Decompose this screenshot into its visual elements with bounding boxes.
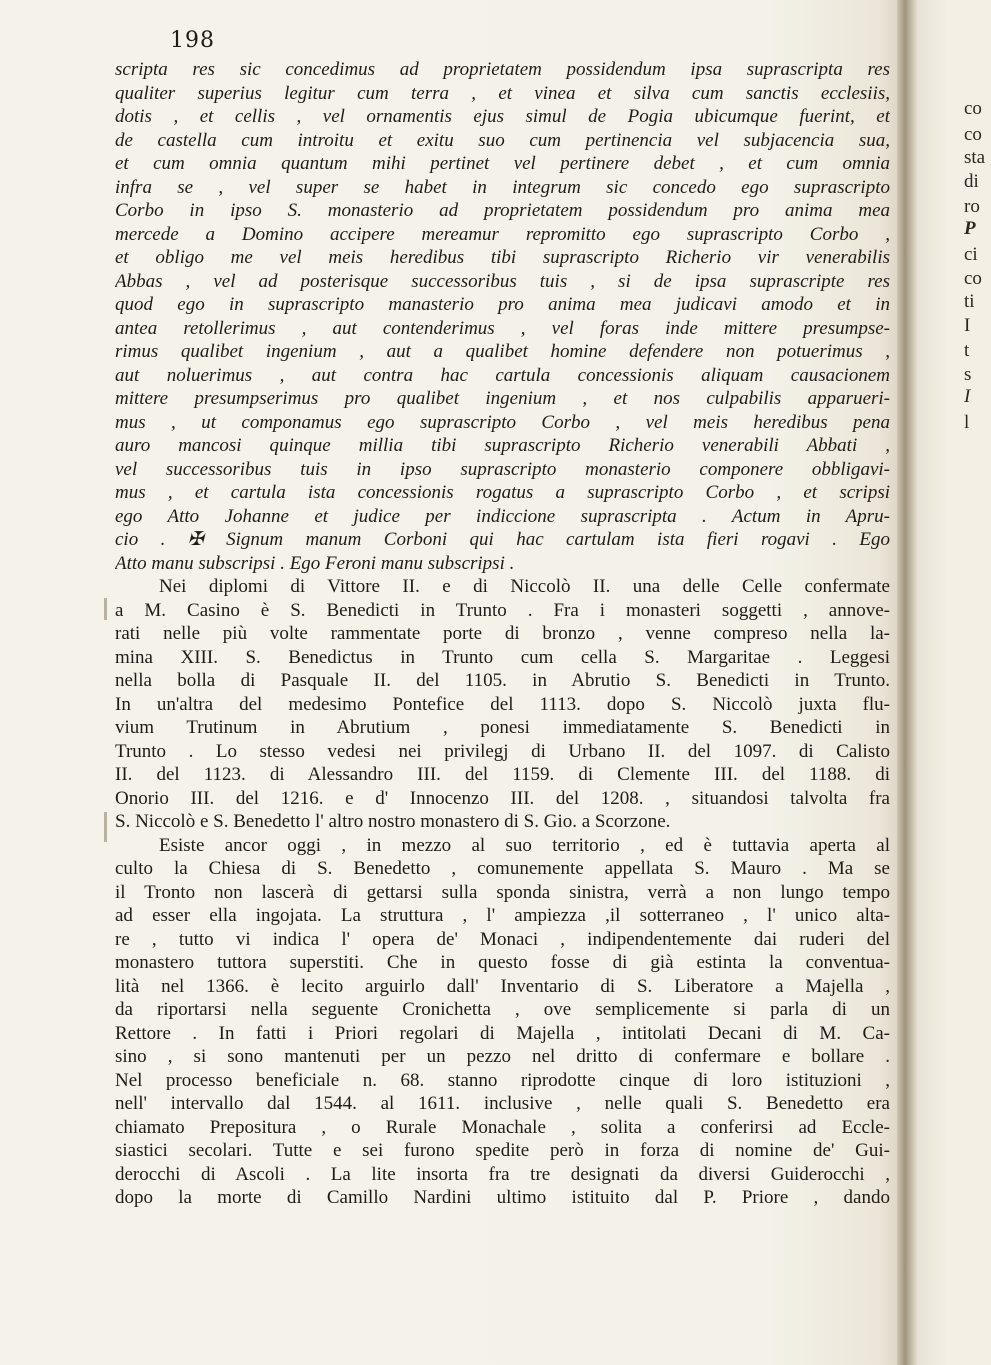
text-line: Onorio III. del 1216. e d' Innocenzo III. del 1208. , situandosi talvolta fra xyxy=(115,787,890,809)
text-line: sino , si sono mantenuti per un pezzo nel dritto di confermare e bollare . xyxy=(115,1046,890,1067)
facing-page-fragment: co xyxy=(964,268,982,289)
text-line: mus , et cartula ista concessionis rogatus a suprascripto Corbo , et scripsi xyxy=(115,482,890,503)
text-line: monastero tuttora superstiti. Che in questo fosse di già estinta la conventua- xyxy=(115,952,890,973)
text-line: Rettore . In fatti i Priori regolari di Majella , intitolati Decani di M. Ca- xyxy=(115,1022,890,1044)
text-line: vel successoribus tuis in ipso suprascripto monasterio componere obbligavi- xyxy=(115,458,890,480)
text-line: aut noluerimus , aut contra hac cartula concessionis aliquam causacionem xyxy=(115,364,890,386)
latin-charter-text xyxy=(115,58,890,575)
text-line: lità nel 1366. è lecito arguirlo dall' Inventario di S. Liberatore a Majella , xyxy=(115,975,890,997)
text-line: ego Atto Johanne et judice per indiccione suprascripta . Actum in Apru- xyxy=(115,505,890,527)
facing-page-edge xyxy=(917,0,991,1365)
text-line: auro mancosi quinque millia tibi suprascripto Richerio venerabili Abbati , xyxy=(115,435,890,456)
facing-page-fragment: I xyxy=(964,386,971,407)
book-gutter xyxy=(897,0,917,1365)
facing-page-fragment: I xyxy=(964,315,971,336)
text-line: dotis , et cellis , vel ornamentis ejus simul de Pogia ubicumque fuerint, et xyxy=(115,106,890,127)
text-line: ad esser ella ingojata. La struttura , l' ampiezza ,il sotterraneo , l' unico alta- xyxy=(115,905,890,926)
text-line: rimus qualibet ingenium , aut a qualibet homine defendere non potuerimus , xyxy=(115,341,890,362)
text-line: re , tutto vi indica l' opera de' Monaci , indipendentemente dai ruderi del xyxy=(115,928,890,950)
facing-page-fragment: P xyxy=(964,218,976,239)
text-line: nell' intervallo dal 1544. al 1611. inclusive , nelle quali S. Benedetto era xyxy=(115,1093,890,1114)
text-line: II. del 1123. di Alessandro III. del 1159. di Clemente III. del 1188. di xyxy=(115,764,890,785)
text-line: quod ego in suprascripto manasterio pro anima mea judicavi amodo et in xyxy=(115,294,890,315)
text-line: vium Trutinum in Abrutium , ponesi immediatamente S. Benedicti in xyxy=(115,717,890,738)
text-line: nella bolla di Pasquale II. del 1105. in Abrutio S. Benedicti in Trunto. xyxy=(115,670,890,691)
text-line: Esiste ancor oggi , in mezzo al suo territorio , ed è tuttavia aperta al xyxy=(159,834,890,856)
text-line: Atto manu subscripsi . Ego Feroni manu subscripsi . xyxy=(115,552,515,574)
text-line: Nel processo beneficiale n. 68. stanno riprodotte cinque di loro istituzioni , xyxy=(115,1069,890,1091)
text-line: il Tronto non lascerà di gettarsi sulla sponda sinistra, verrà a non lungo tempo xyxy=(115,881,890,903)
page-text-block xyxy=(115,58,890,1210)
text-line: da riportarsi nella seguente Cronichetta , ove semplicemente si parla di un xyxy=(115,999,890,1020)
margin-mark xyxy=(104,812,107,842)
text-line: de castella cum introitu et exitu suo cum pertinencia vel subjacencia sua, xyxy=(115,129,890,151)
italian-commentary-text xyxy=(115,575,890,1210)
text-line: mittere presumpserimus pro qualibet ingenium , et nos culpabilis apparueri- xyxy=(115,388,890,409)
text-line: infra se , vel super se habet in integrum sic concedo ego suprascripto xyxy=(115,176,890,198)
text-line: derocchi di Ascoli . La lite insorta fra tre designati da diversi Guiderocchi , xyxy=(115,1163,890,1185)
facing-page-fragment: sta xyxy=(964,147,986,168)
text-line: qualiter superius legitur cum terra , et vinea et silva cum sanctis ecclesiis, xyxy=(115,82,890,104)
text-line: Corbo in ipso S. monasterio ad proprietatem possidendum pro anima mea xyxy=(115,200,890,221)
text-line: Nei diplomi di Vittore II. e di Niccolò II. una delle Celle confermate xyxy=(159,576,890,597)
text-line: In un'altra del medesimo Pontefice del 1113. dopo S. Niccolò juxta flu- xyxy=(115,693,890,715)
text-line: dopo la morte di Camillo Nardini ultimo istituito dal P. Priore , dando xyxy=(115,1187,890,1208)
text-line: et obligo me vel meis heredibus tibi suprascripto Richerio vir venerabilis xyxy=(115,247,890,268)
margin-mark xyxy=(104,598,107,620)
text-line: et cum omnia quantum mihi pertinet vel pertinere debet , et cum omnia xyxy=(115,153,890,174)
facing-page-fragment: di xyxy=(964,171,979,192)
text-line: cio . ✠ Signum manum Corboni qui hac cartulam ista fieri rogavi . Ego xyxy=(115,529,890,550)
text-line: rati nelle più volte rammentate porte di bronzo , venne compreso nella la- xyxy=(115,623,890,644)
facing-page-fragment: t xyxy=(964,340,970,361)
text-line: mus , ut componamus ego suprascripto Corbo , vel meis heredibus pena xyxy=(115,411,890,433)
text-line: siastici secolari. Tutte e sei furono spedite però in forza di nomine de' Gui- xyxy=(115,1140,890,1161)
text-line: mina XIII. S. Benedictus in Trunto cum cella S. Margaritae . Leggesi xyxy=(115,646,890,668)
text-line: chiamato Prepositura , o Rurale Monachale , solita a conferirsi ad Eccle- xyxy=(115,1116,890,1138)
facing-page-fragment: ci xyxy=(964,244,978,265)
text-line: Abbas , vel ad posterisque successoribus tuis , si de ipsa suprascripte res xyxy=(115,270,890,292)
text-line: mercede a Domino accipere mereamur repromitto ego suprascripto Corbo , xyxy=(115,223,890,245)
facing-page-fragment: co xyxy=(964,124,982,145)
text-line: S. Niccolò e S. Benedetto l' altro nostro monastero di S. Gio. a Scorzone. xyxy=(115,811,671,832)
facing-page-fragment: ti xyxy=(964,291,975,312)
facing-page-fragment: co xyxy=(964,98,982,119)
page-number: 198 xyxy=(170,28,215,53)
facing-page-fragment: l xyxy=(964,412,970,433)
text-line: antea retollerimus , aut contenderimus , vel foras inde mittere presumpse- xyxy=(115,317,890,339)
text-line: scripta res sic concedimus ad proprietatem possidendum ipsa suprascripta res xyxy=(115,59,890,80)
text-line: culto la Chiesa di S. Benedetto , comunemente appellata S. Mauro . Ma se xyxy=(115,858,890,879)
text-line: a M. Casino è S. Benedicti in Trunto . Fra i monasteri soggetti , annove- xyxy=(115,599,890,621)
text-line: Trunto . Lo stesso vedesi nei privilegj di Urbano II. del 1097. di Calisto xyxy=(115,740,890,762)
facing-page-fragment: ro xyxy=(964,196,980,217)
facing-page-fragment: s xyxy=(964,364,972,385)
